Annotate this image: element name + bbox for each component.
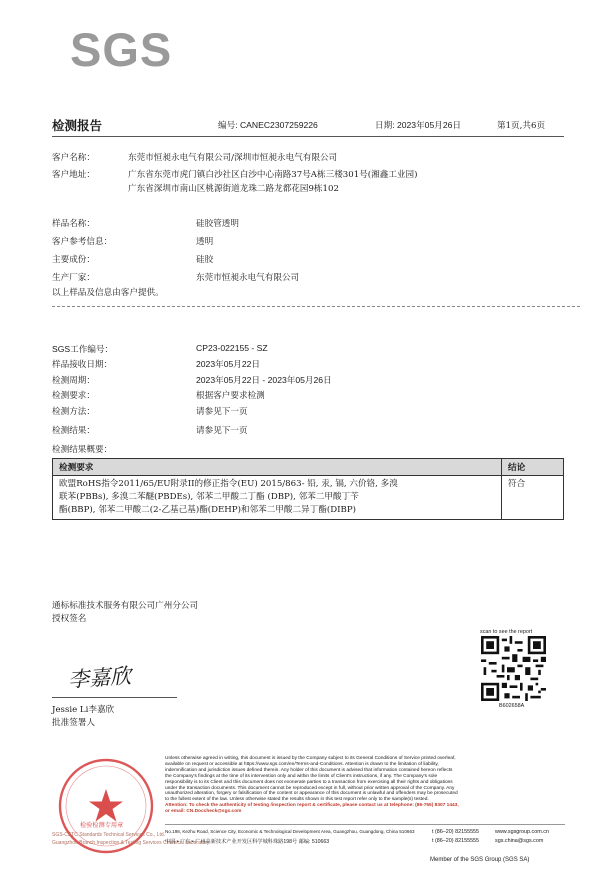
- col-requirement-header: 检测要求: [53, 459, 502, 476]
- sgs-logo: SGS: [70, 23, 173, 76]
- job-number-label: SGS工作编号：: [52, 344, 114, 354]
- address-en: No.198, Kezhu Road, Science City, Economic & Technological Development Area, Guangzhou, Guangdong, China 510663: [165, 829, 415, 834]
- requirement-cell: [53, 476, 502, 520]
- table-row: [53, 476, 564, 520]
- page-number: 第1页,共6页: [497, 121, 546, 131]
- test-result-label: 检测结果：: [52, 426, 95, 436]
- manufacturer: 东莞市恒昶永电气有限公司: [196, 273, 300, 283]
- received-date-label: 样品接收日期：: [52, 360, 113, 370]
- client-name: 东莞市恒昶永电气有限公司/深圳市恒昶永电气有限公司: [128, 153, 338, 163]
- header-rule: [52, 136, 564, 137]
- stamp-company-en: SGS-CSTC Standards Technical Services Co., Ltd.: [52, 832, 166, 838]
- requirement-line-1: 欧盟RoHS指令2011/65/EU附录II的修正指令(EU) 2015/863- 铅, 汞, 镉, 六价铬, 多溴: [59, 479, 398, 489]
- qr-caption: scan to see the report: [480, 629, 533, 635]
- col-conclusion-header: 结论: [502, 459, 564, 476]
- disclaimer-line: indemnification and jurisdiction issues defined therein. Any holder of this document is advised that information contained hereon reflects: [165, 767, 453, 773]
- test-request: 根据客户要求检测: [196, 391, 265, 401]
- main-component-label: 主要成份：: [52, 255, 95, 265]
- client-address-2: 广东省深圳市南山区桃源街道龙珠二路龙都花园9栋102: [128, 184, 339, 194]
- report-title: 检测报告: [52, 118, 103, 133]
- telephone-2: t (86–20) 82155555: [432, 838, 480, 844]
- summary-label: 检测结果概要：: [52, 445, 113, 455]
- received-date: 2023年05月22日: [196, 359, 261, 369]
- disclaimer-line: under the transaction documents. This document cannot be reproduced except in full, without prior written approval of the Company. Any: [165, 785, 455, 791]
- attention-line: Attention: To check the authenticity of testing /inspection report & certificate, please contact us at telephone: (86-755) 8307 1443,: [165, 803, 459, 809]
- disclaimer: [165, 756, 565, 815]
- website-link[interactable]: www.sgsgroup.com.cn: [495, 829, 549, 835]
- address-cn: 中国 • 广东 • 广州高新技术产业开发区科学城科珠路198号 邮编: 510663: [165, 839, 330, 845]
- signature: 李嘉欣: [67, 663, 132, 693]
- email-link[interactable]: sgs.china@sgs.com: [495, 838, 544, 844]
- sample-name: 硅胶管透明: [196, 219, 239, 229]
- test-request-label: 检测要求：: [52, 391, 95, 401]
- requirement-line-3: 酯(BBP), 邻苯二甲酸二(2-乙基己基)酯(DEHP)和邻苯二甲酸二异丁酯(DIBP): [59, 505, 356, 515]
- test-period-label: 检测周期：: [52, 376, 95, 386]
- test-method: 请参见下一页: [196, 407, 248, 417]
- seal-label: 检验检测专用章: [80, 822, 124, 829]
- client-name-label: 客户名称：: [52, 153, 95, 163]
- report-date: 日期: 2023年05月26日: [375, 120, 461, 130]
- sample-name-label: 样品名称：: [52, 219, 95, 229]
- disclaimer-line: unauthorized alteration, forgery or falsification of the content or appearance of this document is unlawful and offenders may be prosecuted: [165, 791, 458, 797]
- attention-email[interactable]: or email: CN.Doccheck@sgs.com: [165, 809, 242, 815]
- manufacturer-label: 生产厂家：: [52, 273, 95, 283]
- company-name: 通标标准技术服务有限公司广州分公司: [52, 601, 199, 611]
- disclaimer-line: available on request or accessible at https://www.sgs.com/en/Terms-and-Conditions. Attention is drawn to the limitation of liability,: [165, 761, 439, 767]
- section-divider: [52, 306, 580, 307]
- result-table: [52, 458, 564, 520]
- disclaimer-line: responsibility is to its Client and this document does not exonerate parties to a transaction from exercising all their rights and obligations: [165, 779, 453, 785]
- test-result: 请参见下一页: [196, 426, 248, 436]
- main-component: 硅胶: [196, 255, 214, 265]
- client-address-label: 客户地址：: [52, 170, 95, 180]
- test-period: 2023年05月22日 - 2023年05月26日: [196, 375, 332, 385]
- client-ref-label: 客户参考信息：: [52, 237, 113, 247]
- signer-name: Jessie Li李嘉欣: [52, 705, 115, 715]
- report-number: 编号: CANEC2307259226: [218, 120, 318, 130]
- signer-title: 批准签署人: [52, 718, 95, 728]
- disclaimer-line: Unless otherwise agreed in writing, this document is issued by the Company subject to its General Conditions of Service printed overleaf,: [165, 756, 456, 761]
- disclaimer-line: to the fullest extent of the law. Unless otherwise stated the results shown in this test report refer only to the sample(s) tested.: [165, 797, 429, 803]
- signature-rule: [52, 697, 177, 698]
- qr-code-id: B602658A: [499, 703, 525, 709]
- conclusion-cell: 符合: [502, 476, 564, 520]
- requirement-line-2: 联苯(PBBs), 多溴二苯醚(PBDEs), 邻苯二甲酸二丁酯 (DBP), 邻苯二甲酸丁苄: [59, 492, 359, 502]
- signatory-label: 授权签名: [52, 614, 87, 624]
- client-address-1: 广东省东莞市虎门镇白沙社区白沙中心南路37号A栋三楼301号(湘鑫工业园): [128, 170, 418, 180]
- job-number: CP23-022155 - SZ: [196, 343, 268, 353]
- member-note: Member of the SGS Group (SGS SA): [430, 857, 530, 863]
- stamp-branch-en: Guangzhou Branch Inspection & Testing Services Chemical Laboratory: [52, 840, 210, 846]
- sample-note: 以上样品及信息由客户提供。: [52, 288, 164, 298]
- footer-rule: [165, 824, 565, 825]
- test-method-label: 检测方法：: [52, 407, 95, 417]
- qr-code-icon[interactable]: [481, 636, 546, 701]
- client-ref: 透明: [196, 237, 214, 247]
- table-header-row: [53, 459, 564, 476]
- telephone-1: t (86–20) 82155555: [432, 829, 480, 835]
- disclaimer-line: the Company's findings at the time of its intervention only and within the limits of Client's instructions, if any. The Company's sole: [165, 773, 438, 779]
